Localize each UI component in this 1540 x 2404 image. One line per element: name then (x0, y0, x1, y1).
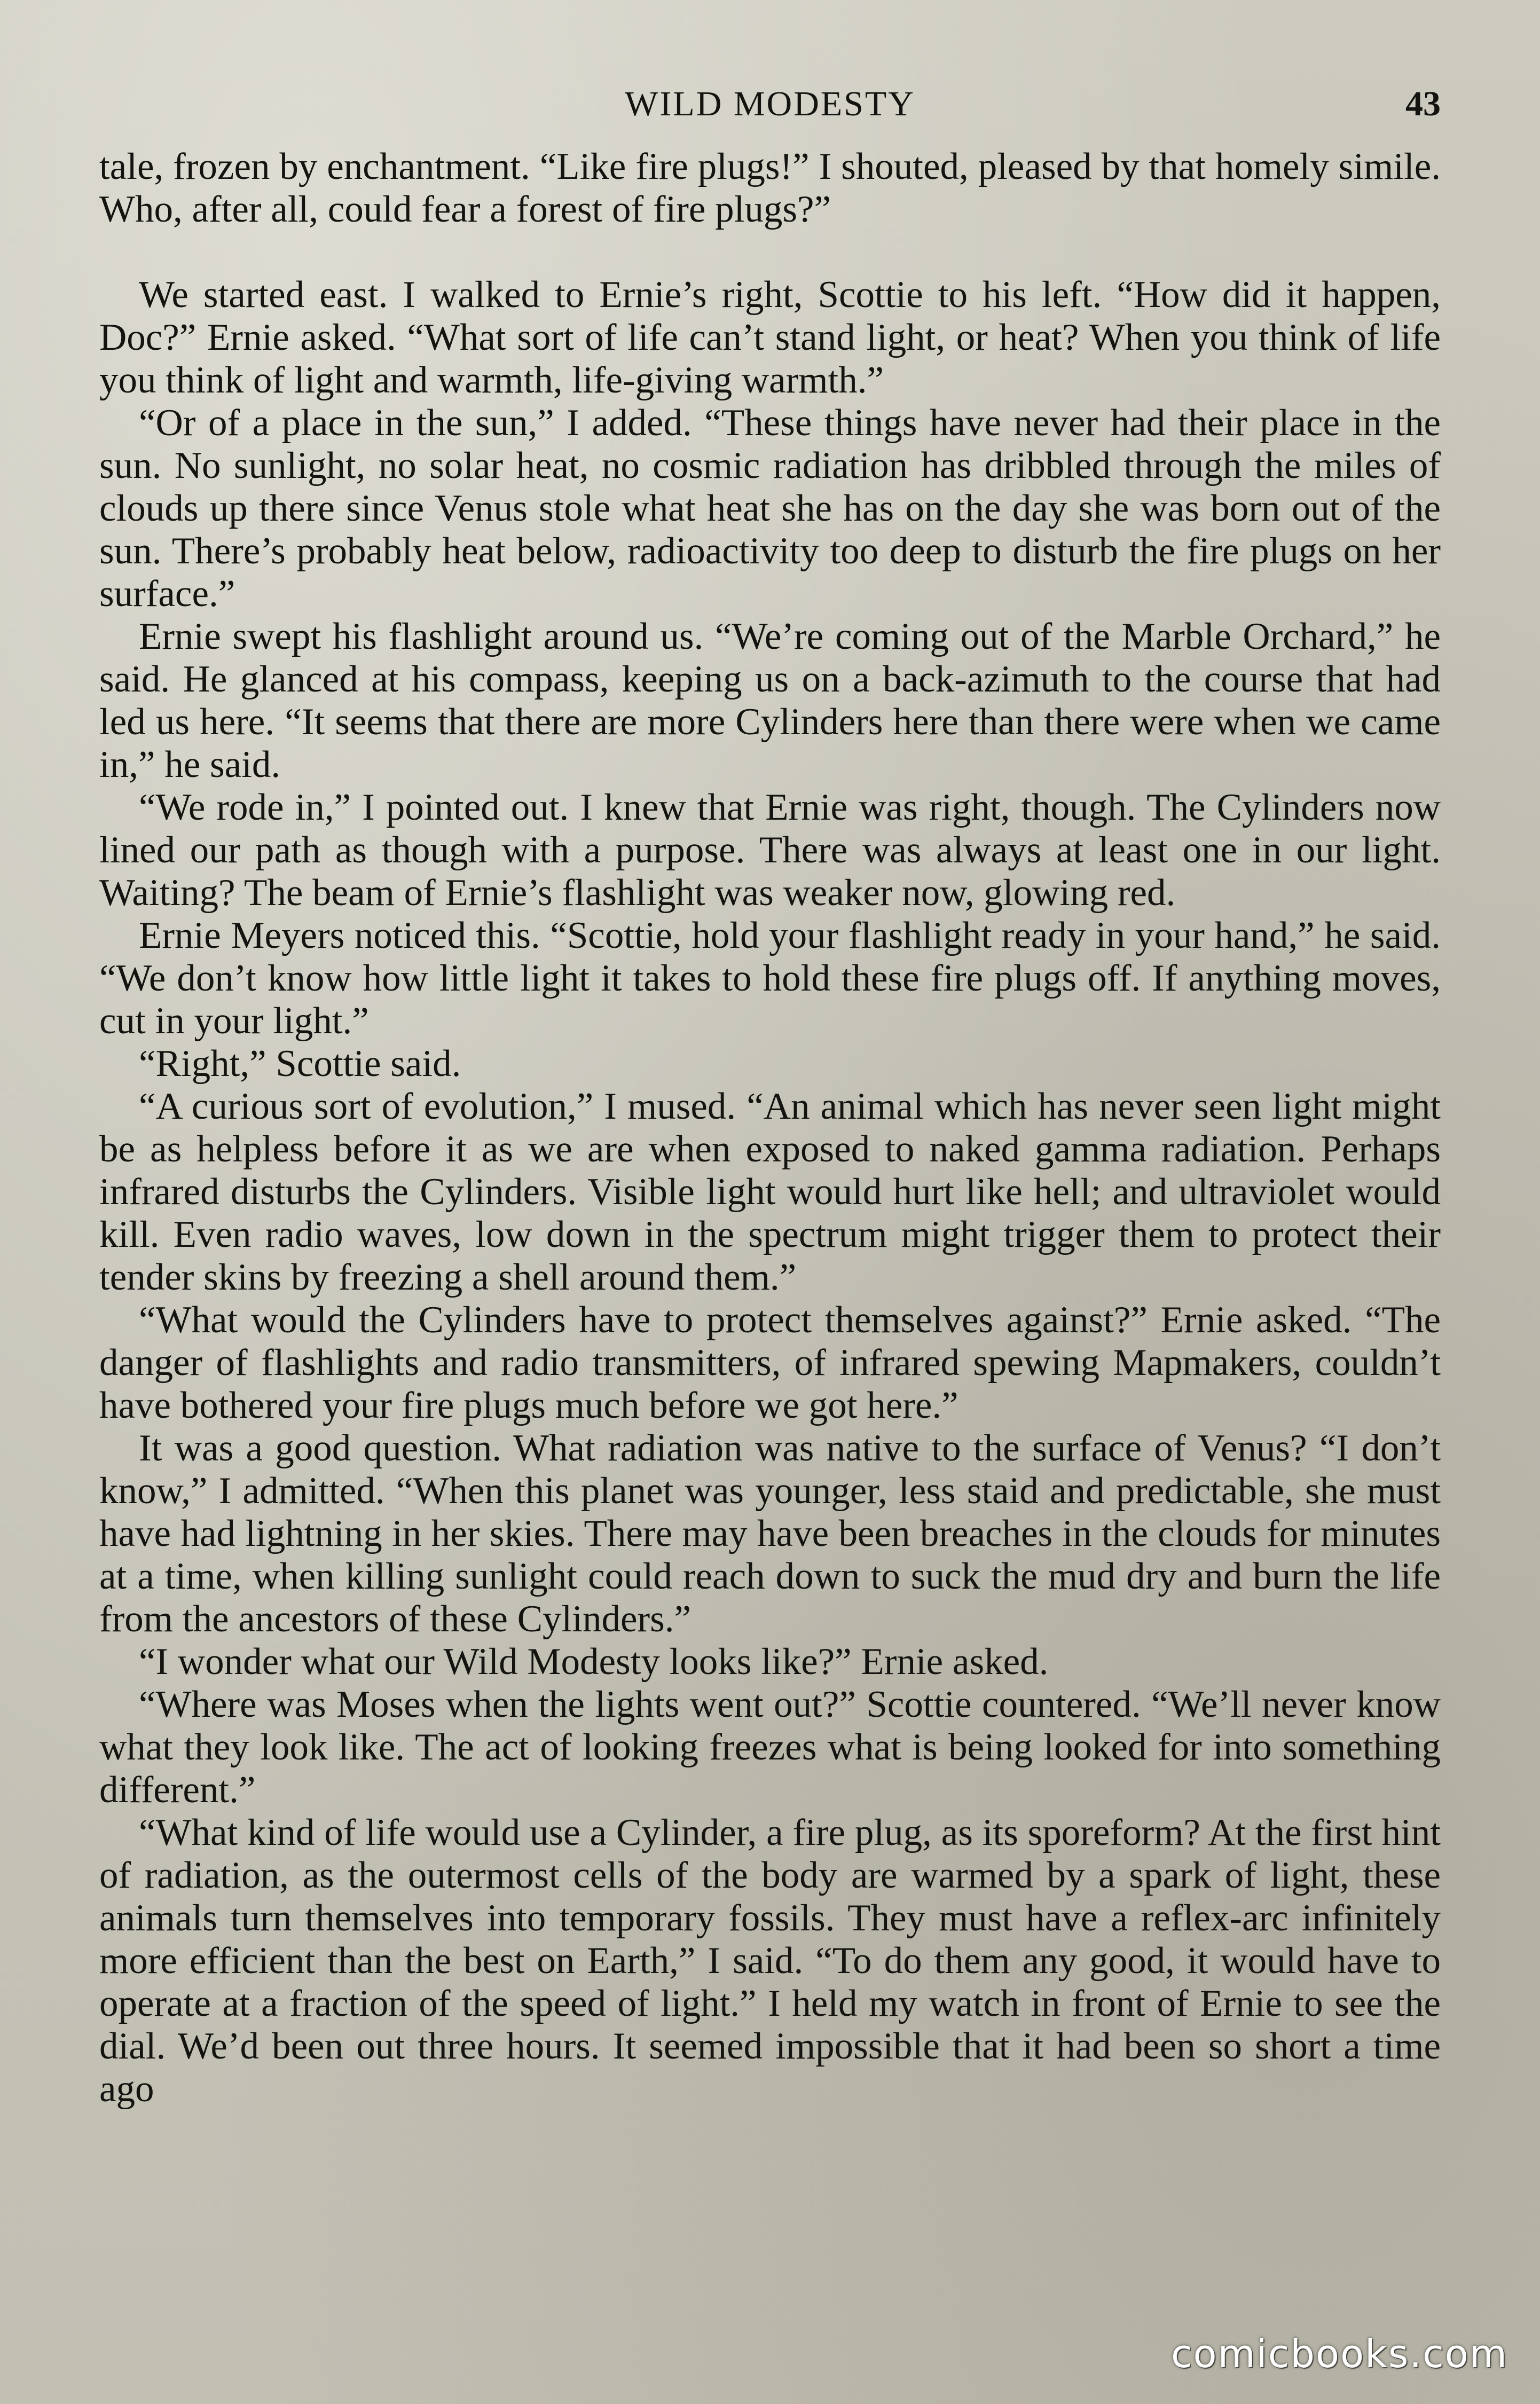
body-text (99, 145, 1441, 2110)
paragraph: “Or of a place in the sun,” I added. “These things have never had their place in the sun. No sunlight, no solar heat, no cosmic radiation has dribbled through the miles of clouds up there since Venus stole what heat she has on the day she was born out of the sun. There’s probably heat below, radioactivity too deep to disturb the fire plugs on her surface.” (99, 402, 1441, 615)
paragraph: “What would the Cylinders have to protect themselves against?” Ernie asked. “The danger of flashlights and radio transmitters, of infrared spewing Mapmakers, couldn’t have bothered your fire plugs much before we got here.” (99, 1299, 1441, 1426)
paragraph: “What kind of life would use a Cylinder, a fire plug, as its sporeform? At the first hint of radiation, as the outermost cells of the body are warmed by a spark of light, these animals turn themselves into temporary fossils. They must have a reflex-arc infinitely more efficient than the best on Earth,” I said. “To do them any good, it would have to operate at a fraction of the speed of light.” I held my watch in front of Ernie to see the dial. We’d been out three hours. It seemed impossible that it had been so short a time ago (99, 1812, 1441, 2110)
watermark: comicbooks.com (1170, 2331, 1508, 2376)
paragraph: “I wonder what our Wild Modesty looks like?” Ernie asked. (139, 1641, 1049, 1683)
paragraph: “A curious sort of evolution,” I mused. “An animal which has never seen light might be as helpless before it as we are when exposed to naked gamma radiation. Perhaps infrared disturbs the Cylinders. Visible light would hurt like hell; and ultraviolet would kill. Even radio waves, low down in the spectrum might trigger them to protect their tender skins by freezing a shell around them.” (99, 1086, 1441, 1298)
paragraph: Ernie swept his flashlight around us. “We’re coming out of the Marble Orchard,” he said. He glanced at his compass, keeping us on a back-azimuth to the course that had led us here. “It seems that there are more Cylinders here than there were when we came in,” he said. (99, 616, 1441, 785)
paragraph: “Right,” Scottie said. (139, 1043, 461, 1085)
page-number: 43 (1405, 84, 1441, 123)
paragraph: “Where was Moses when the lights went out?” Scottie countered. “We’ll never know what they look like. The act of looking freezes what is being looked for into something different.” (99, 1684, 1441, 1811)
paragraph: It was a good question. What radiation was native to the surface of Venus? “I don’t know,” I admitted. “When this planet was younger, less staid and predictable, she must have had lightning in her skies. There may have been breaches in the clouds for minutes at a time, when killing sunlight could reach down to suck the mud dry and burn the life from the ancestors of these Cylinders.” (99, 1427, 1441, 1640)
paragraph: We started east. I walked to Ernie’s right, Scottie to his left. “How did it happen, Doc?” Ernie asked. “What sort of life can’t stand light, or heat? When you think of life you think of light and warmth, life-giving warmth.” (99, 274, 1441, 401)
paragraph: tale, frozen by enchantment. “Like fire plugs!” I shouted, pleased by that homely simile. Who, after all, could fear a forest of fire plugs?” (99, 146, 1441, 230)
paragraph: Ernie Meyers noticed this. “Scottie, hold your flashlight ready in your hand,” he said. “We don’t know how little light it takes to hold these fire plugs off. If anything moves, cut in your light.” (99, 915, 1441, 1042)
running-title: WILD MODESTY (625, 84, 915, 123)
paragraph: “We rode in,” I pointed out. I knew that Ernie was right, though. The Cylinders now lined our path as though with a purpose. There was always at least one in our light. Waiting? The beam of Ernie’s flashlight was weaker now, glowing red. (99, 787, 1441, 914)
page-header (99, 80, 1441, 128)
